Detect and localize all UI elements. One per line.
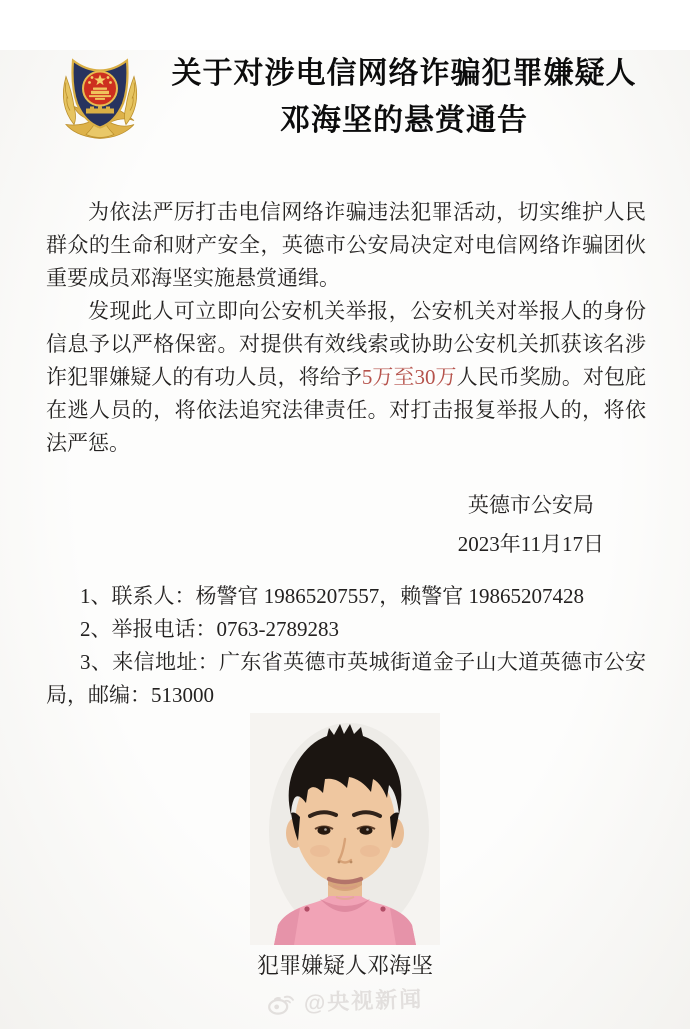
signature-block xyxy=(458,486,604,564)
paragraph-intro xyxy=(46,196,646,295)
issuing-agency: 英德市公安局 xyxy=(467,493,594,517)
watermark xyxy=(0,973,690,1028)
watermark-text: @央视新闻 xyxy=(303,986,424,1016)
weibo-icon xyxy=(266,990,297,1015)
contact-list xyxy=(46,580,646,712)
suspect-photo xyxy=(250,713,440,945)
paragraph-intro-text: 为依法严厉打击电信网络诈骗违法犯罪活动，切实维护人民群众的生命和财产安全，英德市公安局决定对电信网络诈骗团伙重要成员邓海坚实施悬赏通缉。 xyxy=(46,200,646,290)
paragraph-reward-before: 发现此人可立即向公安机关举报，公安机关对举报人的身份信息予以严格保密。对提供有效线索或协助公安机关抓获该名涉诈犯罪嫌疑人的有功人员，将给予 xyxy=(46,299,646,389)
notice-header xyxy=(30,50,660,152)
paragraph-reward xyxy=(46,295,646,460)
contact-item-persons: 1、联系人：杨警官 19865207557，赖警官 19865207428 xyxy=(80,584,584,608)
title-line-1: 关于对涉电信网络诈骗犯罪嫌疑人 xyxy=(171,57,637,90)
title-line-2: 邓海坚的悬赏通告 xyxy=(280,104,528,137)
contact-item-address: 3、来信地址：广东省英德市英城街道金子山大道英德市公安局，邮编：513000 xyxy=(46,650,646,707)
notice-body xyxy=(46,196,646,460)
photo-section xyxy=(0,713,690,980)
page-title xyxy=(152,50,656,144)
contact-item-hotline: 2、举报电话：0763-2789283 xyxy=(80,617,339,641)
police-badge-icon xyxy=(56,50,144,146)
reward-amount: 5万至30万 xyxy=(361,365,457,389)
photo-caption: 犯罪嫌疑人邓海坚 xyxy=(256,953,433,978)
issue-date: 2023年11月17日 xyxy=(457,532,604,556)
reward-notice-document xyxy=(0,50,690,1029)
paragraph-reward-after: 人民币奖励。对包庇在逃人员的，将依法追究法律责任。对打击报复举报人的，将依法严惩。 xyxy=(46,365,647,455)
